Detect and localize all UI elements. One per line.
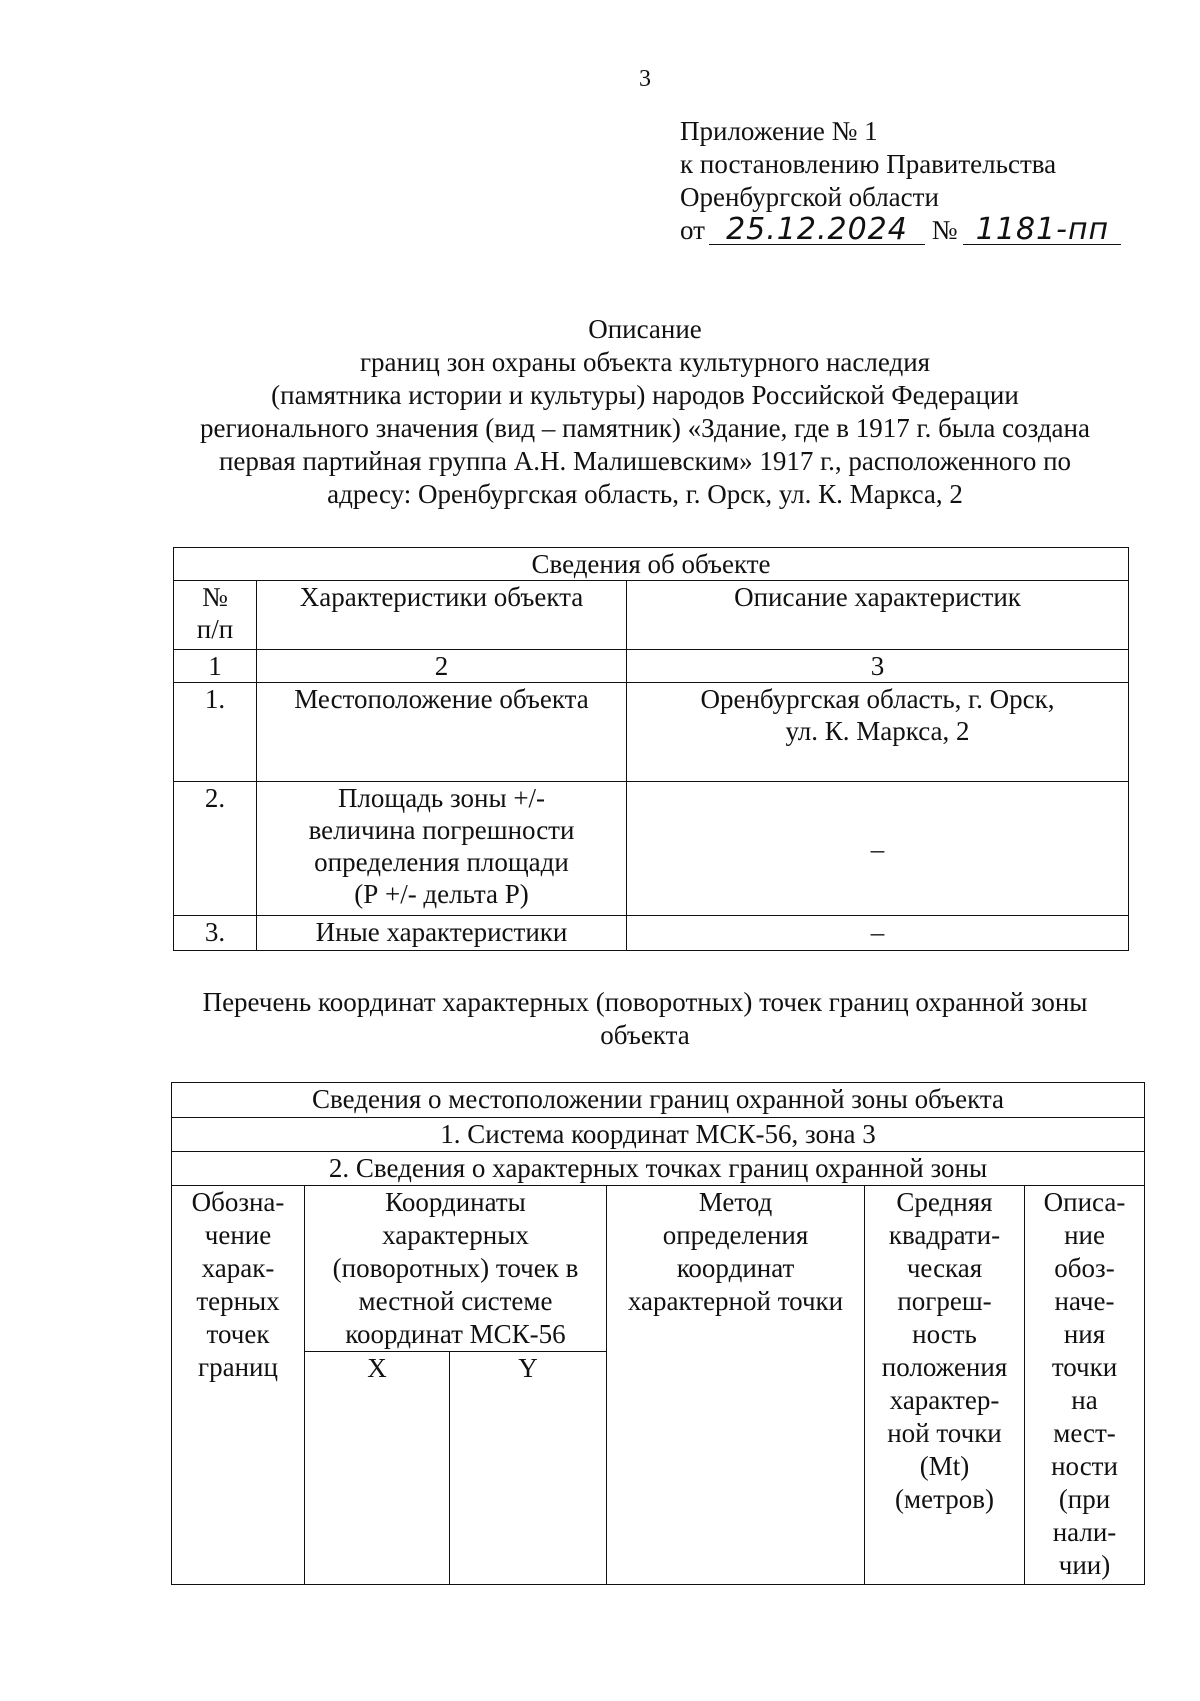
- object-table-caption: Сведения об объекте: [174, 548, 1129, 581]
- handwritten-number: 1181-пп: [963, 216, 1121, 245]
- row-description: –: [627, 916, 1129, 951]
- header-coordinates: Координаты характерных (поворотных) точек в местной системе координат МСК-56: [305, 1186, 607, 1352]
- header-characteristics: Характеристики объекта: [257, 581, 627, 650]
- row-characteristic: Площадь зоны +/- величина погрешности определения площади (Р +/- дельта Р): [257, 782, 627, 916]
- number-prefix: №: [931, 215, 958, 245]
- date-prefix: от: [680, 215, 705, 245]
- appendix-decree: к постановлению Правительства: [680, 149, 1057, 179]
- row-number: 1.: [174, 683, 257, 782]
- row-number: 2.: [174, 782, 257, 916]
- row-number: 3.: [174, 916, 257, 951]
- header-number: [174, 581, 257, 650]
- appendix-title: Приложение № 1: [680, 116, 878, 146]
- coordinates-heading: [160, 986, 1130, 1052]
- title-line-6: адресу: Оренбургская область, г. Орск, ул. К. Маркса, 2: [327, 479, 963, 509]
- document-title: [160, 313, 1130, 511]
- title-line-3: (памятника истории и культуры) народов Российской Федерации: [271, 380, 1019, 410]
- appendix-block: [680, 115, 1121, 247]
- appendix-region: Оренбургской области: [680, 182, 939, 212]
- header-point-designation: Обозна- чение харак- терных точек границ: [172, 1186, 305, 1585]
- row-characteristic: Местоположение объекта: [257, 683, 627, 782]
- header-x: X: [305, 1352, 450, 1585]
- table-row: [174, 782, 1129, 916]
- coordinate-system: 1. Система координат МСК-56, зона 3: [172, 1118, 1145, 1152]
- table-row: [174, 916, 1129, 951]
- page-number: 3: [639, 66, 651, 92]
- column-number-3: 3: [627, 650, 1129, 683]
- row-characteristic: Иные характеристики: [257, 916, 627, 951]
- header-method: Метод определения координат характерной точки: [607, 1186, 865, 1585]
- header-number-text: № п/п: [196, 582, 234, 644]
- header-y: Y: [450, 1352, 607, 1585]
- coordinates-heading-line-1: Перечень координат характерных (поворотных) точек границ охранной зоны: [202, 987, 1088, 1017]
- row-description: Оренбургская область, г. Орск, ул. К. Маркса, 2: [627, 683, 1129, 782]
- coordinates-table: [171, 1082, 1145, 1585]
- points-caption: 2. Сведения о характерных точках границ охранной зоны: [172, 1152, 1145, 1186]
- object-info-table: [173, 547, 1129, 951]
- header-point-description: Описа- ние обоз- наче- ния точки на мест- ности (при нали- чии): [1025, 1186, 1145, 1585]
- header-description: Описание характеристик: [627, 581, 1129, 650]
- row-description: –: [627, 782, 1129, 916]
- appendix-date-line: [680, 214, 1121, 247]
- title-line-2: границ зон охраны объекта культурного наследия: [359, 347, 931, 377]
- header-mean-error: Средняя квадрати- ческая погреш- ность положения характер- ной точки (Mt) (метров): [865, 1186, 1025, 1585]
- title-line-4: регионального значения (вид – памятник) «Здание, где в 1917 г. была создана: [200, 413, 1090, 443]
- coordinates-heading-line-2: объекта: [600, 1020, 690, 1050]
- title-line-1: Описание: [588, 314, 702, 344]
- table-row: [174, 683, 1129, 782]
- handwritten-date: 25.12.2024: [709, 216, 925, 245]
- column-number-2: 2: [257, 650, 627, 683]
- column-number-1: 1: [174, 650, 257, 683]
- coordinates-table-caption: Сведения о местоположении границ охранной зоны объекта: [172, 1083, 1145, 1118]
- title-line-5: первая партийная группа А.Н. Малишевским» 1917 г., расположенного по: [218, 446, 1072, 476]
